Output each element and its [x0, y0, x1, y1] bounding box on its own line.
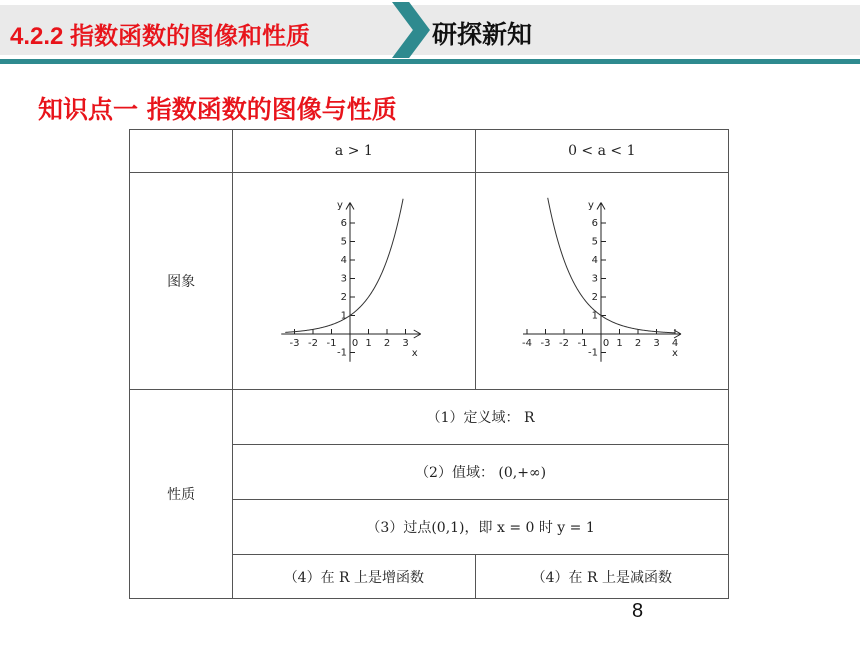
x-tick-label: -3: [289, 337, 300, 349]
y-tick-label: -1: [588, 347, 599, 358]
property-increasing: （4）在 R 上是增函数: [233, 555, 475, 599]
header-a-between-0-1: 0 < a < 1: [475, 130, 728, 173]
x-tick-label: 0: [603, 337, 610, 349]
y-tick-label: 2: [591, 291, 599, 303]
property-range: （2）值域： (0,+∞): [233, 445, 729, 500]
x-tick-label: -1: [577, 337, 588, 349]
slide-heading: 知识点一 指数函数的图像与性质: [38, 95, 397, 124]
y-tick-label: 6: [591, 217, 599, 229]
property-fixed-point: （3）过点(0,1)，即 x = 0 时 y = 1: [233, 500, 729, 555]
section-title: 研探新知: [432, 20, 533, 49]
x-tick-label: 3: [653, 337, 660, 349]
properties-table: [129, 129, 729, 599]
y-tick-label: 1: [591, 310, 599, 321]
corner-cell: [130, 130, 233, 173]
y-tick-label: 3: [591, 273, 599, 284]
x-tick-label: 2: [635, 337, 642, 349]
graph-cell-decreasing: [475, 173, 728, 390]
y-tick-label: -1: [336, 347, 347, 358]
y-tick-label: 5: [591, 236, 599, 247]
row-label-properties: 性质: [130, 390, 233, 599]
x-axis-label: x: [411, 347, 418, 359]
row-label-graph: 图象: [130, 173, 233, 390]
x-tick-label: -4: [522, 337, 533, 349]
header-divider: [0, 59, 860, 64]
y-tick-label: 1: [340, 310, 347, 321]
graph-decreasing: [509, 192, 694, 367]
x-tick-label: -2: [559, 337, 570, 349]
property-decreasing: （4）在 R 上是减函数: [475, 555, 728, 599]
y-axis-label: y: [588, 199, 595, 211]
y-tick-label: 2: [340, 291, 347, 303]
header: [0, 0, 860, 72]
page-number: 8: [632, 600, 644, 622]
x-tick-label: 1: [365, 337, 372, 349]
graph-increasing: [274, 192, 434, 367]
x-tick-label: -2: [307, 337, 318, 349]
x-tick-label: 1: [616, 337, 623, 349]
y-axis-label: y: [336, 199, 343, 211]
x-tick-label: 2: [383, 337, 391, 349]
exponential-curve: [548, 197, 675, 332]
x-axis-label: x: [672, 347, 679, 359]
x-tick-label: -3: [540, 337, 551, 349]
y-tick-label: 3: [340, 273, 347, 284]
lesson-title: 4.2.2 指数函数的图像和性质: [10, 23, 311, 50]
y-tick-label: 4: [591, 254, 599, 266]
y-tick-label: 6: [340, 217, 347, 229]
x-tick-label: 3: [402, 337, 409, 349]
x-tick-label: 4: [672, 337, 679, 349]
y-tick-label: 4: [340, 254, 347, 266]
graph-cell-increasing: [233, 173, 475, 390]
x-tick-label: -1: [326, 337, 337, 349]
header-a-greater-1: a > 1: [233, 130, 475, 173]
x-tick-label: 0: [351, 337, 359, 349]
y-tick-label: 5: [340, 236, 347, 247]
property-domain: （1）定义域： R: [233, 390, 729, 445]
